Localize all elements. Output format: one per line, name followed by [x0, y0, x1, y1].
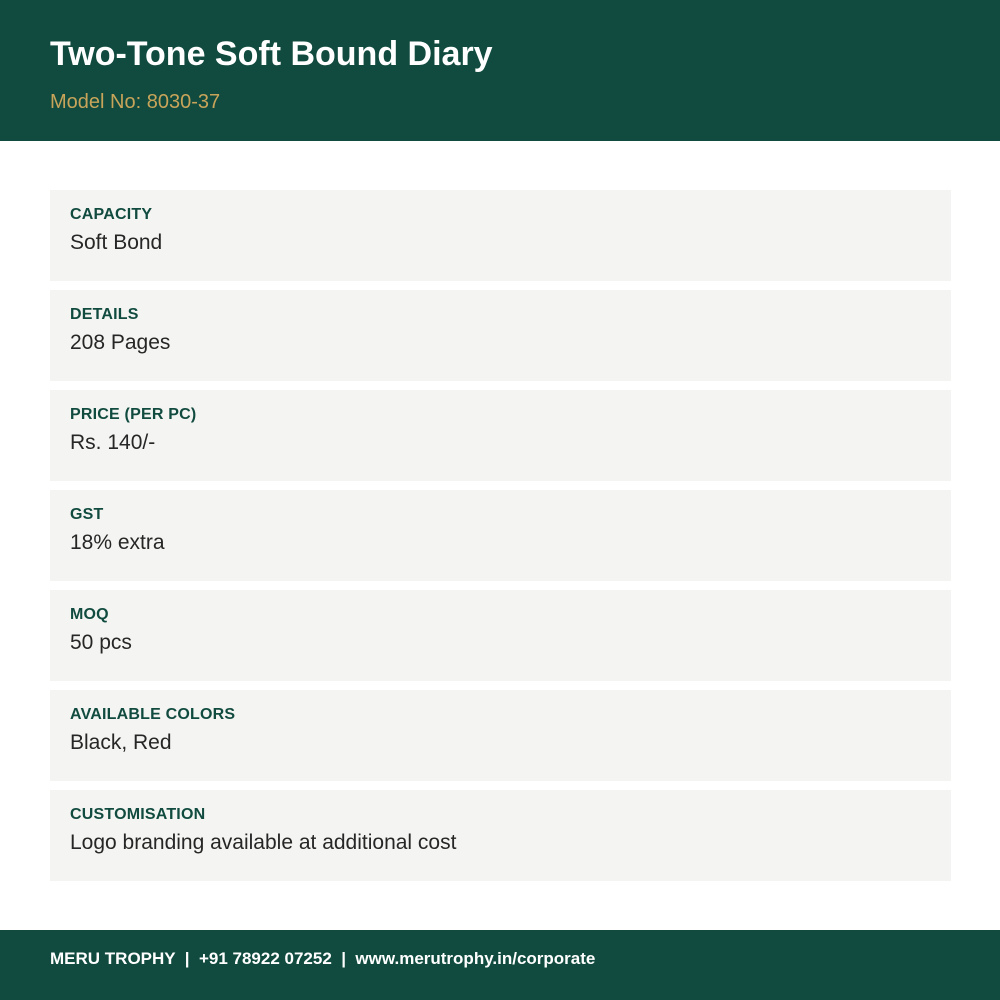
spec-row-capacity: [50, 190, 951, 281]
spec-row-customisation: [50, 790, 951, 881]
spec-label-moq: MOQ: [70, 606, 109, 623]
spec-label-details: DETAILS: [70, 306, 139, 323]
model-number: Model No: 8030-37: [50, 91, 221, 113]
spec-label-price: PRICE (PER PC): [70, 406, 197, 423]
footer-contact-line: MERU TROPHY | +91 78922 07252 | www.merutrophy.in/corporate: [50, 949, 596, 968]
spec-value-customisation: Logo branding available at additional cost: [70, 831, 457, 854]
spec-value-moq: 50 pcs: [70, 631, 132, 654]
spec-label-gst: GST: [70, 506, 104, 523]
spec-label-capacity: CAPACITY: [70, 206, 153, 223]
spec-value-details: 208 Pages: [70, 331, 171, 354]
spec-row-moq: [50, 590, 951, 681]
spec-value-price: Rs. 140/-: [70, 431, 156, 454]
spec-label-customisation: CUSTOMISATION: [70, 806, 206, 823]
spec-value-available-colors: Black, Red: [70, 731, 172, 754]
spec-value-capacity: Soft Bond: [70, 231, 163, 254]
spec-row-price: [50, 390, 951, 481]
page-title: Two-Tone Soft Bound Diary: [50, 35, 493, 73]
spec-row-gst: [50, 490, 951, 581]
spec-row-available-colors: [50, 690, 951, 781]
spec-list: [50, 190, 951, 890]
spec-row-details: [50, 290, 951, 381]
spec-label-available-colors: AVAILABLE COLORS: [70, 706, 236, 723]
spec-value-gst: 18% extra: [70, 531, 165, 554]
